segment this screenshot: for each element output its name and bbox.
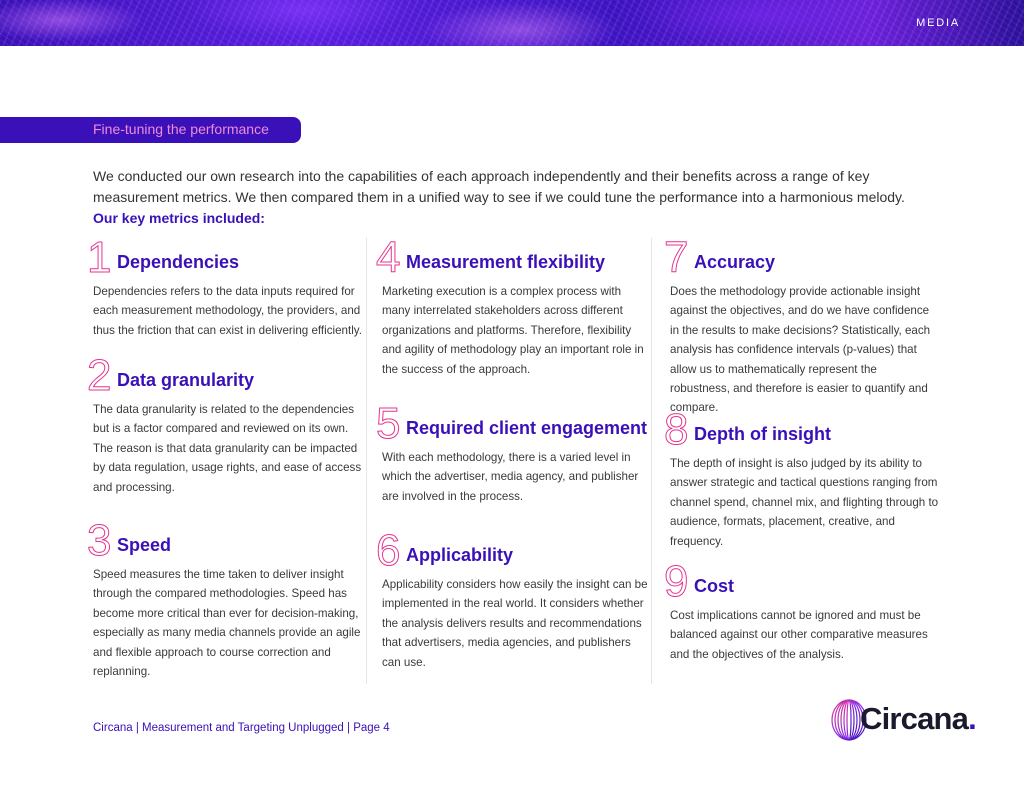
metric-title: Cost — [694, 576, 734, 596]
metric-description: Marketing execution is a complex process with many interrelated stakeholders across different organizations and platforms. Therefore, flexibility and agility of methodology play an important role in the success of the approach. — [382, 285, 644, 376]
metric-description: Speed measures the time taken to deliver insight through the compared methodologies. Speed has become more critical than ever for decision-making, especially as many media channels provide an agile and flexible approach to course correction and replanning. — [93, 568, 361, 679]
metric-depth-of-insight — [664, 405, 940, 551]
metric-data-granularity — [87, 351, 363, 497]
page-footer: Circana | Measurement and Targeting Unplugged | Page 4 — [93, 722, 390, 734]
metric-description: The depth of insight is also judged by its ability to answer strategic and tactical questions ranging from channel spend, channel mix, and flighting through to audience, formats, placement, creative, and frequency. — [670, 457, 939, 548]
metric-number: 2 — [87, 351, 112, 400]
metric-description: Cost implications cannot be ignored and must be balanced against our other comparative measures and the objectives of the analysis. — [670, 609, 928, 661]
metric-required-client-engagement — [376, 399, 652, 506]
metric-description: With each methodology, there is a varied level in which the advertiser, media agency, and publisher are involved in the process. — [382, 451, 639, 503]
metric-description: Does the methodology provide actionable insight against the objectives, and do we have confidence in the results to make decisions? Statistically, each analysis has confidence intervals (p-values) that allow us to mathematically represent the robustness, and therefore is easier to quantify and compare. — [670, 285, 931, 415]
logo-wordmark: Circana. — [860, 701, 976, 736]
metric-number: 6 — [376, 526, 401, 575]
intro-emphasis: Our key metrics included: — [93, 210, 265, 226]
metric-title: Required client engagement — [406, 418, 648, 438]
metric-speed — [87, 516, 363, 681]
circana-logo — [829, 697, 979, 743]
metric-description: The data granularity is related to the dependencies but is a factor compared and reviewed on its own. The reason is that data granularity can be impacted by data regulation, usage rights, and ease of access and processing. — [93, 403, 362, 494]
metric-title: Accuracy — [694, 252, 776, 272]
intro-text: We conducted our own research into the capabilities of each approach independently and their benefits across a range of key measurement metrics. We then compared them in a unified way to see if we could tune the performance into a harmonious melody. — [93, 168, 905, 205]
metric-description: Dependencies refers to the data inputs required for each measurement methodology, the providers, and thus the friction that can exist in delivering efficiently. — [93, 285, 362, 337]
metric-title: Measurement flexibility — [406, 252, 606, 272]
column-divider — [366, 238, 367, 684]
section-heading-tab: Fine-tuning the performance — [0, 117, 301, 143]
metric-title: Speed — [117, 535, 172, 555]
metric-number: 9 — [664, 557, 689, 606]
metric-dependencies — [87, 233, 363, 340]
metric-title: Applicability — [406, 545, 514, 565]
metric-title: Data granularity — [117, 370, 255, 390]
section-label: MEDIA — [916, 17, 960, 29]
header-banner — [0, 0, 1024, 46]
metric-measurement-flexibility — [376, 233, 652, 379]
metric-number: 8 — [664, 405, 689, 454]
metric-number: 4 — [376, 233, 401, 282]
metric-applicability — [376, 526, 652, 672]
metric-accuracy — [664, 233, 932, 418]
metric-number: 3 — [87, 516, 112, 565]
metric-description: Applicability considers how easily the insight can be implemented in the real world. It considers whether the analysis delivers results and recommendations that advertisers, media agencies, and publishers can use. — [382, 578, 648, 669]
metric-number: 5 — [376, 399, 401, 448]
metric-cost — [664, 557, 940, 664]
metric-title: Dependencies — [117, 252, 240, 272]
metric-number: 7 — [664, 233, 689, 282]
metric-title: Depth of insight — [694, 424, 831, 444]
intro-paragraph — [93, 166, 923, 229]
metric-number: 1 — [87, 233, 112, 282]
